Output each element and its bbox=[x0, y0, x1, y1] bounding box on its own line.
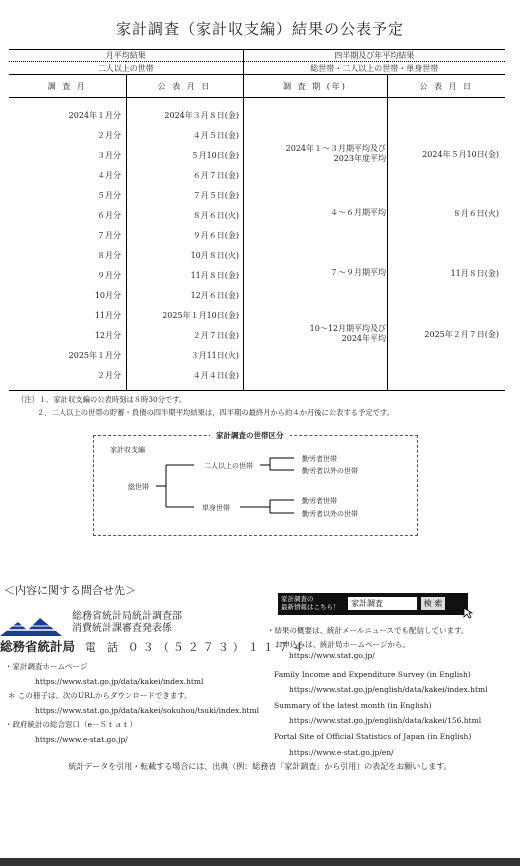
monthly-release-date: 2024年３月８日(金) bbox=[164, 111, 239, 120]
monthly-release-date: ５月10日(金) bbox=[190, 151, 239, 160]
summary-english-url[interactable]: https://www.stat.go.jp/english/data/kakei/156.html bbox=[289, 716, 482, 726]
quarterly-group-header: 四半期及び年平均結果 bbox=[243, 50, 505, 62]
search-label-1: 家計調査の bbox=[281, 595, 314, 603]
notes bbox=[17, 393, 394, 419]
diagram-branch-two-plus: 二人以上の世帯 bbox=[204, 462, 253, 470]
monthly-release-date: ９月６日(金) bbox=[192, 231, 239, 240]
summary-english-label: Summary of the latest month (in English) bbox=[274, 700, 432, 710]
org-line-2: 消費統計課審査発表係 bbox=[72, 623, 172, 634]
monthly-subheader: 二人以上の世帯 bbox=[9, 62, 243, 75]
monthly-survey-month: ３月分 bbox=[97, 151, 121, 160]
quarterly-period: ７～９月期平均 bbox=[330, 268, 386, 277]
monthly-release-date: 12月６日(金) bbox=[190, 291, 239, 300]
right-links bbox=[267, 623, 488, 760]
fies-english-url[interactable]: https://www.stat.go.jp/english/data/kakei/index.html bbox=[289, 685, 488, 695]
diagram-leaf-worker-1: 勤労者世帯 bbox=[302, 455, 337, 463]
monthly-release-date: ６月７日(金) bbox=[192, 171, 239, 180]
monthly-release-date: ７月５日(金) bbox=[192, 191, 239, 200]
phone-number: ０３（５２７３）１１７４ bbox=[127, 641, 308, 654]
download-url[interactable]: https://www.stat.go.jp/data/kakei/sokuhou/tsuki/index.html bbox=[35, 705, 260, 715]
note-2: ２．二人以上の世帯の貯蓄・負債の四半期平均結果は，四半期の最終月から約４か月後に公表する予定です。 bbox=[37, 408, 394, 417]
phone-label: 電 話 bbox=[84, 641, 118, 654]
monthly-survey-month: ５月分 bbox=[97, 191, 121, 200]
search-label-2: 最新情報はこちら！ bbox=[281, 603, 340, 611]
note-1: （注）１．家計収支編の公表時刻は８時30分です。 bbox=[17, 395, 187, 404]
monthly-release-date: ４月４日(金) bbox=[192, 371, 239, 380]
stat-url[interactable]: https://www.stat.go.jp/ bbox=[289, 650, 375, 660]
monthly-release-date: 10月８日(火) bbox=[190, 251, 239, 260]
contact-heading: ＜内容に関する問合せ先＞ bbox=[4, 584, 136, 597]
mailnews-note: ・結果の概要は、統計メールニュースでも配信しています。 bbox=[267, 626, 469, 635]
diagram-caption: 家計収支編 bbox=[110, 446, 145, 454]
monthly-release-date: ８月６日(火) bbox=[192, 211, 239, 220]
monthly-survey-month: ７月分 bbox=[97, 231, 121, 240]
monthly-survey-month: 10月分 bbox=[94, 291, 121, 300]
search-banner bbox=[278, 593, 468, 615]
mailnews-apply: お申込みは、統計局ホームページから。 bbox=[275, 639, 410, 649]
quarterly-period: 10～12月期平均及び 2024年平均 bbox=[309, 324, 386, 343]
monthly-survey-month: ２月分 bbox=[97, 371, 121, 380]
quarterly-release-date: 11月８日(金) bbox=[450, 269, 499, 278]
monthly-survey-month: 2025年１月分 bbox=[68, 351, 121, 360]
col-survey-month: 調 査 月 bbox=[9, 75, 126, 98]
monthly-survey-month: 2024年１月分 bbox=[68, 111, 121, 120]
monthly-release-date: ４月５日(金) bbox=[192, 131, 239, 140]
monthly-survey-month: 12月分 bbox=[94, 331, 121, 340]
bottom-bar bbox=[0, 858, 520, 866]
quarterly-period: 2024年１～３月期平均及び 2023年度平均 bbox=[285, 144, 386, 163]
diagram-branch-single: 単身世帯 bbox=[202, 504, 230, 512]
monthly-survey-month: ４月分 bbox=[97, 171, 121, 180]
monthly-survey-month: ６月分 bbox=[97, 211, 121, 220]
estat-url[interactable]: https://www.e-stat.go.jp/ bbox=[35, 734, 128, 744]
col-release-date: 公 表 月 日 bbox=[126, 75, 243, 98]
monthly-release-date: ２月７日(金) bbox=[192, 331, 239, 340]
left-links bbox=[5, 660, 259, 748]
col-survey-period: 調 査 期 (年) bbox=[243, 75, 387, 98]
estat-label: ・政府統計の総合窓口（e－Ｓｔａｔ） bbox=[5, 720, 137, 730]
diagram-leaf-nonworker-2: 勤労者以外の世帯 bbox=[302, 510, 358, 518]
quarterly-release-date: 2024年５月10日(金) bbox=[422, 150, 499, 159]
logo-text: 総務省統計局 bbox=[0, 639, 76, 654]
diagram-title: 家計調査の世帯区分 bbox=[210, 430, 290, 441]
quarterly-release-date: ８月６日(火) bbox=[452, 209, 499, 218]
portal-english-url[interactable]: https://www.e-stat.go.jp/en/ bbox=[289, 747, 394, 757]
contact-org bbox=[72, 611, 182, 635]
fies-english-label: Family Income and Expenditure Survey (in English) bbox=[274, 669, 471, 679]
diagram-leaf-worker-2: 勤労者世帯 bbox=[302, 497, 337, 505]
monthly-release-date: 11月８日(金) bbox=[190, 271, 239, 280]
portal-english-label: Portal Site of Official Statistics of Japan (in English) bbox=[274, 731, 472, 741]
homepage-url[interactable]: https://www.stat.go.jp/data/kakei/index.html bbox=[35, 676, 204, 686]
statistics-bureau-logo-icon bbox=[0, 616, 70, 638]
quarterly-subheader: 総世帯・二人以上の世帯・単身世帯 bbox=[243, 62, 505, 75]
download-note: ＊ この冊子は、次のURLからダウンロードできます。 bbox=[8, 691, 192, 701]
diagram-leaf-nonworker-1: 勤労者以外の世帯 bbox=[302, 467, 358, 475]
quarterly-period: ４～６月期平均 bbox=[330, 208, 386, 217]
search-button[interactable]: 検 索 bbox=[421, 597, 445, 610]
household-diagram bbox=[93, 431, 418, 536]
schedule-body bbox=[9, 104, 505, 391]
monthly-survey-month: ２月分 bbox=[97, 131, 121, 140]
monthly-survey-month: 11月分 bbox=[94, 311, 121, 320]
page-title: 家計調査（家計収支編）結果の公表予定 bbox=[115, 20, 404, 38]
monthly-release-date: 2025年１月10日(金) bbox=[162, 311, 239, 320]
monthly-group-header: 月平均結果 bbox=[9, 50, 243, 62]
search-input[interactable]: 家計調査 bbox=[348, 597, 417, 610]
cursor-icon bbox=[463, 607, 473, 619]
phone-line bbox=[0, 637, 308, 655]
homepage-label: ・家計調査ホームページ bbox=[5, 662, 88, 671]
schedule-table bbox=[9, 49, 505, 103]
citation-footer: 統計データを引用・転載する場合には、出典（例：総務省「家計調査」から引用）の表記をお願いします。 bbox=[68, 762, 452, 771]
quarterly-release-date: 2025年２月７日(金) bbox=[424, 330, 499, 339]
col-release-date-q: 公 表 月 日 bbox=[387, 75, 505, 98]
org-line-1: 総務省統計局統計調査部 bbox=[72, 611, 182, 622]
monthly-release-date: ３月11日(火) bbox=[190, 351, 239, 360]
monthly-survey-month: ８月分 bbox=[97, 251, 121, 260]
diagram-root: 総世帯 bbox=[128, 483, 149, 491]
monthly-survey-month: ９月分 bbox=[97, 271, 121, 280]
